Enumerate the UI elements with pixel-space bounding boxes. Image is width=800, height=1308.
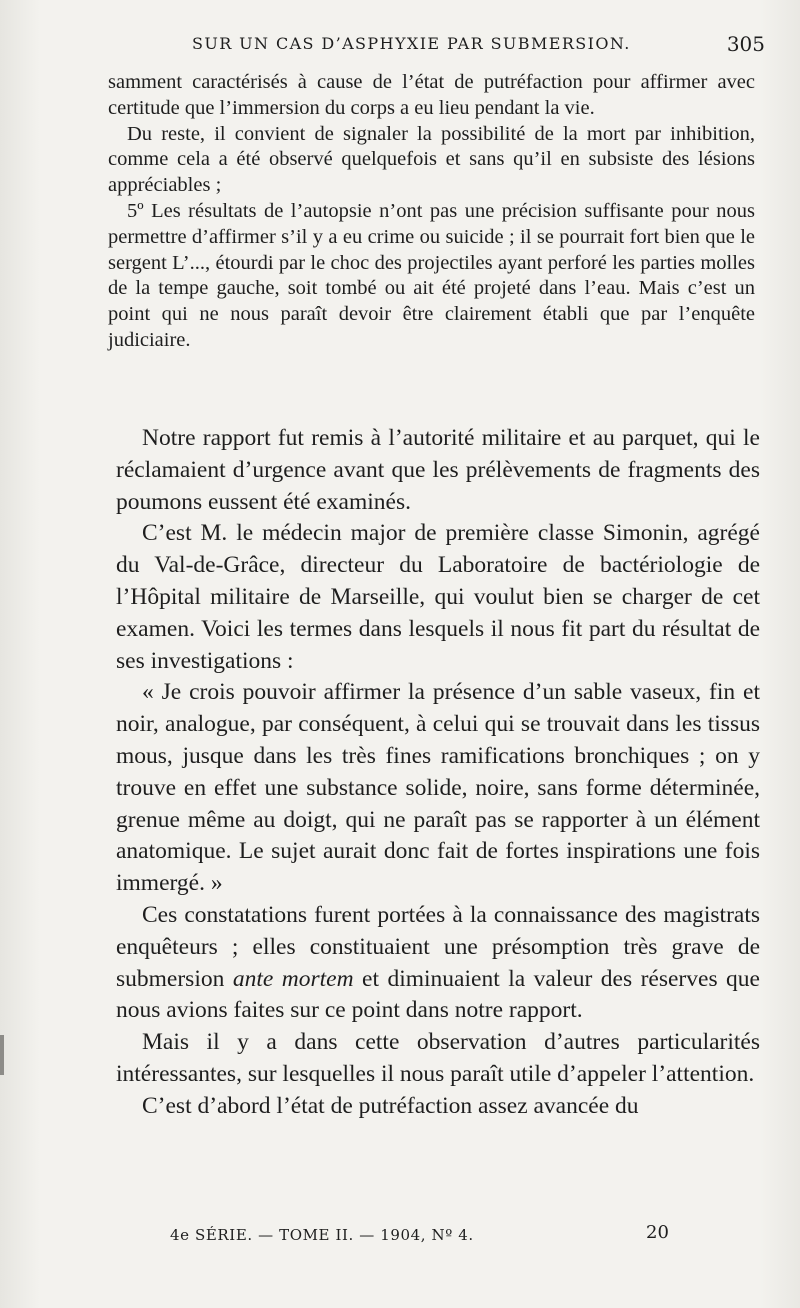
page-edge-mark: [0, 1035, 4, 1075]
signature-number: 20: [646, 1222, 669, 1243]
paragraph-observation: Mais il y a dans cette observation d’autres particularités intéressantes, sur lesquelles il nous paraît utile d’appeler l’attention.: [116, 1029, 760, 1087]
page-number: 305: [726, 32, 765, 56]
paragraph-putrefaction: C’est d’abord l’état de putréfaction assez avancée du: [142, 1092, 639, 1119]
page-footer: [170, 1222, 670, 1246]
paragraph-inhibition: Du reste, il convient de signaler la possibilité de la mort par inhibition, comme cela a été observé quelquefois et sans qu’il en subsiste des lésions appréciables ;: [108, 122, 755, 197]
paragraph-putrefaction-continuation: samment caractérisés à cause de l’état de putréfaction pour affirmer avec certitude que l’immersion du corps a eu lieu pendant la vie.: [108, 71, 755, 119]
ante-mortem-italic: ante mortem: [232, 965, 354, 992]
running-title: SUR UN CAS D’ASPHYXIE PAR SUBMERSION.: [192, 34, 631, 53]
paragraph-quote: « Je crois pouvoir affirmer la présence d’un sable vaseux, fin et noir, analogue, par conséquent, à celui qui se trouvait dans les tissus mous, jusque dans les très fines ramifications bronchiques ; on y trouve en effet une substance solide, noire, sans forme déterminée, grenue même au doigt, qui ne paraît pas se rapporter à un élément anatomique. Le sujet aurait donc fait de fortes inspirations une fois immergé. »: [116, 679, 760, 897]
paragraph-simonin: C’est M. le médecin major de première classe Simonin, agrégé du Val-de-Grâce, directeur du Laboratoire de bactériologie de l’Hôpital militaire de Marseille, qui voulut bien se charger de cet examen. Voici les termes dans lesquels il nous fit part du résultat de ses investigations :: [116, 520, 760, 674]
main-text-block: [116, 423, 760, 1123]
constatations-text-end: et diminuaient la valeur des réserves que nous avions faites sur ce point dans notre rapport.: [116, 965, 760, 1024]
constatations-text-start: Ces constatations furent portées à la connaissance des magistrats enquêteurs ; elles constituaient une présomption très grave de submersion: [116, 901, 760, 992]
paragraph-conclusion-5: 5º Les résultats de l’autopsie n’ont pas une précision suffisante pour nous permettre d’affirmer s’il y a eu crime ou suicide ; il se pourrait fort bien que le sergent L’..., étourdi par le choc des projectiles ayant perforé les parties molles de la tempe gauche, soit tombé ou ait été projeté dans l’eau. Mais c’est un point qui ne nous paraît devoir être clairement établi que par l’enquête judiciaire.: [108, 199, 755, 351]
paragraph-rapport: Notre rapport fut remis à l’autorité militaire et au parquet, qui le réclamaient d’urgence avant que les prélèvements de fragments des poumons eussent été examinés.: [116, 425, 760, 515]
page-header: [110, 34, 765, 58]
series-line: 4e SÉRIE. — TOME II. — 1904, Nº 4.: [170, 1226, 474, 1244]
paragraph-constatations: [116, 900, 760, 1027]
small-print-block: [108, 70, 755, 354]
